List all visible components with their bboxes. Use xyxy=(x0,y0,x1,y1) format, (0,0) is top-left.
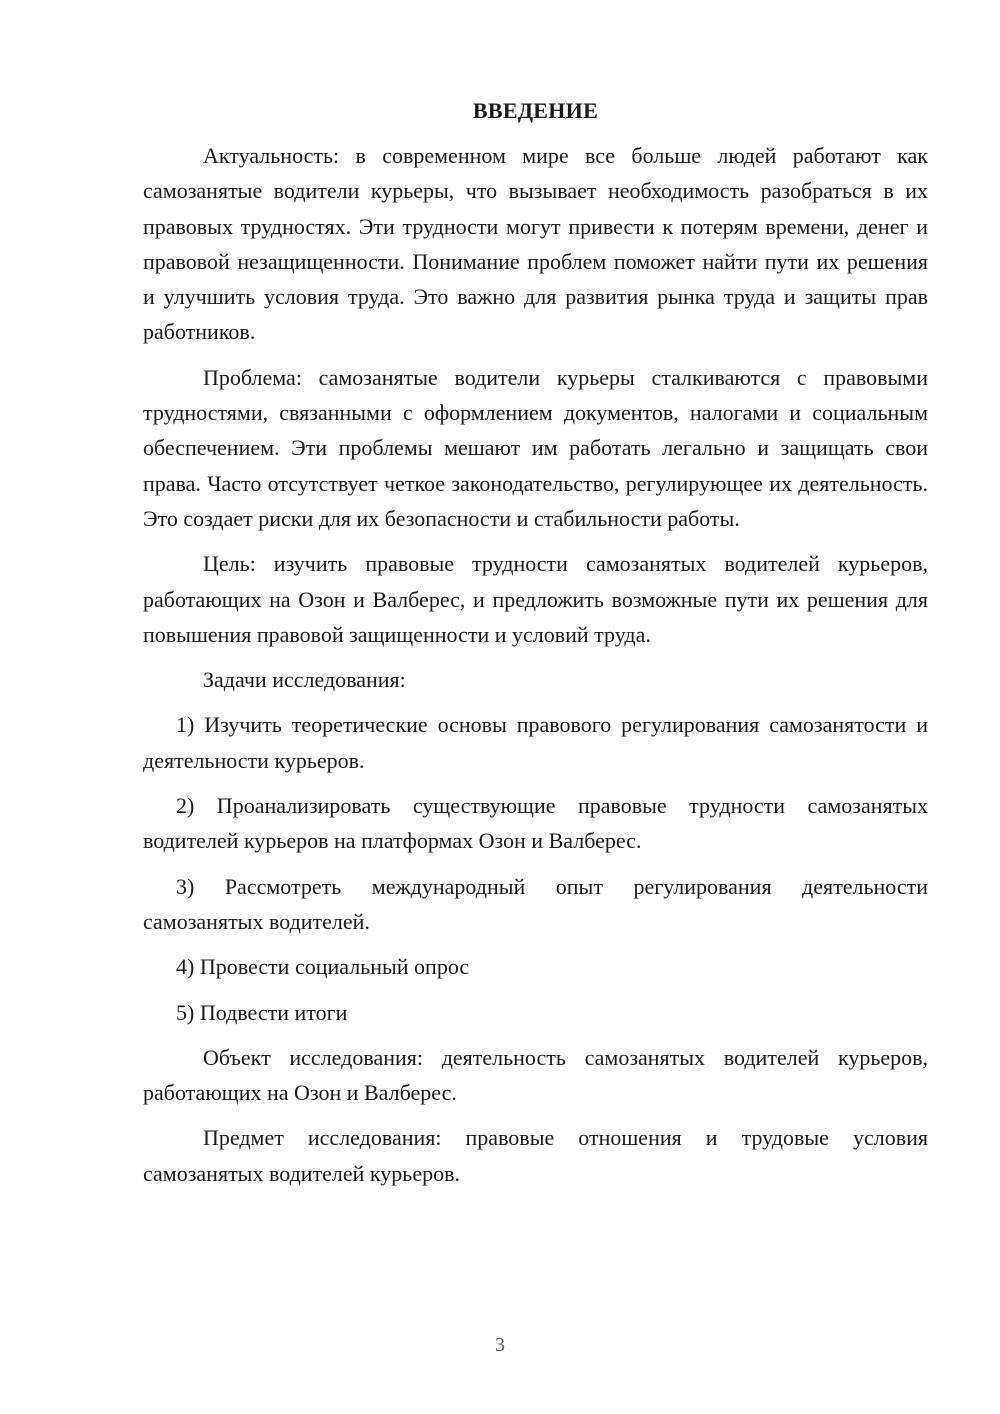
task-item-5: 5) Подвести итоги xyxy=(176,999,348,1025)
task-item-4: 4) Провести социальный опрос xyxy=(176,954,470,980)
task-item-1: 1) Изучить теоретические основы правового регулирования самозанятости и деятельности курьеров. xyxy=(143,712,928,773)
page-number: 3 xyxy=(495,1334,505,1356)
paragraph-tasks-heading: Задачи исследования: xyxy=(203,667,406,693)
page-content xyxy=(143,93,928,1191)
task-item-3: 3) Рассмотреть международный опыт регулирования деятельности самозанятых водителей. xyxy=(143,873,928,934)
paragraph-subject: Предмет исследования: правовые отношения и трудовые условия самозанятых водителей курьеров. xyxy=(143,1125,928,1186)
paragraph-goal: Цель: изучить правовые трудности самозанятых водителей курьеров, работающих на Озон и Валберес, и предложить возможные пути их решения для повышения правовой защищенности и условий труда. xyxy=(143,551,928,647)
section-title: ВВЕДЕНИЕ xyxy=(472,98,599,123)
task-item-2: 2) Проанализировать существующие правовые трудности самозанятых водителей курьеров на платформах Озон и Валберес. xyxy=(143,793,928,854)
paragraph-relevance: Актуальность: в современном мире все больше людей работают как самозанятые водители курьеры, что вызывает необходимость разобраться в их правовых трудностях. Эти трудности могут привести к потерям времени, денег и правовой незащищенности. Понимание проблем поможет найти пути их решения и улучшить условия труда. Это важно для развития рынка труда и защиты прав работников. xyxy=(143,143,928,345)
paragraph-object: Объект исследования: деятельность самозанятых водителей курьеров, работающих на Озон и Валберес. xyxy=(143,1044,928,1106)
paragraph-problem: Проблема: самозанятые водители курьеры сталкиваются с правовыми трудностями, связанными с оформлением документов, налогами и социальным обеспечением. Эти проблемы мешают им работать легально и защищать свои права. Часто отсутствует четкое законодательство, регулирующее их деятельность. Это создает риски для их безопасности и стабильности работы. xyxy=(143,364,928,531)
